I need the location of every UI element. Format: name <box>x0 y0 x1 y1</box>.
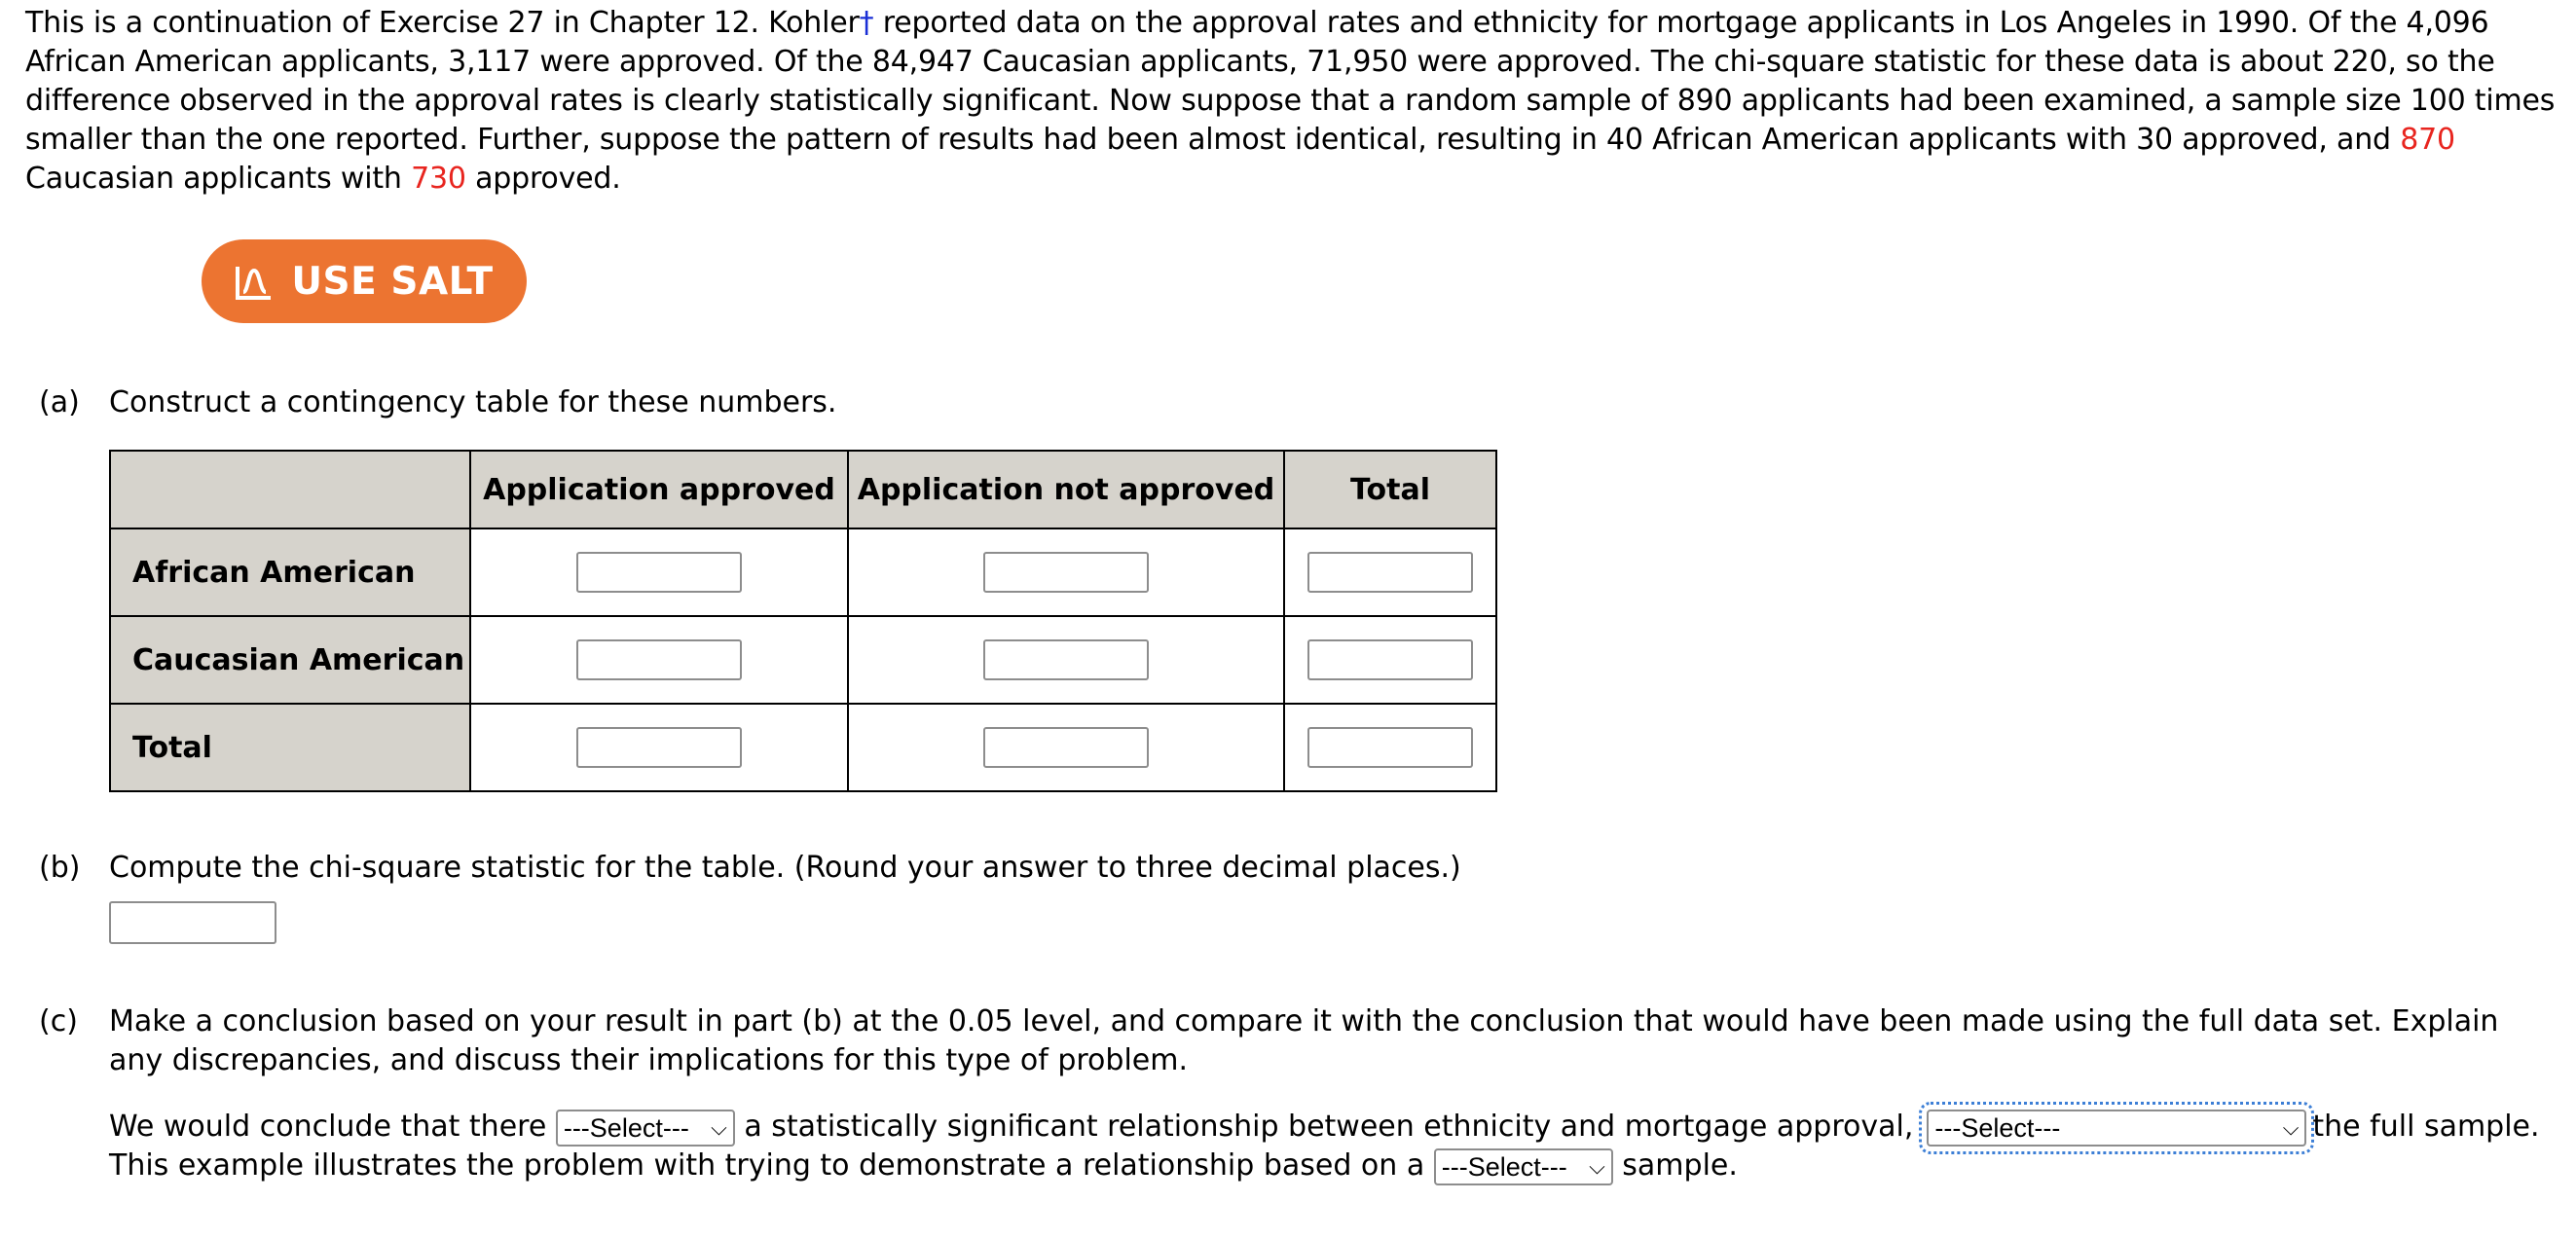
row-header-total: Total <box>110 704 470 791</box>
conclusion-text-4: sample. <box>1612 1148 1738 1183</box>
row-header-caucasian-american: Caucasian American <box>110 616 470 704</box>
part-b-label: (b) <box>39 851 81 885</box>
part-a-text: Construct a contingency table for these numbers. <box>109 385 837 419</box>
conclusion-sentence <box>109 1108 2562 1185</box>
chevron-down-icon: ⌵ <box>711 1114 727 1140</box>
intro-text-1: This is a continuation of Exercise 27 in Chapter 12. Kohler <box>25 6 860 40</box>
part-c-label: (c) <box>39 1004 78 1038</box>
part-a-label: (a) <box>39 385 80 419</box>
value-730: 730 <box>411 162 466 196</box>
chevron-down-icon: ⌵ <box>1589 1153 1605 1179</box>
part-c-text: Make a conclusion based on your result in part (b) at the 0.05 level, and compare it with the conclusion that would have been made using the full data set. Explain any discrepancies, and discuss their implications for this type of problem. <box>109 1004 2499 1077</box>
use-salt-button[interactable] <box>202 239 527 323</box>
intro-text-2: reported data on the approval rates and ethnicity for mortgage applicants in Los Angeles in 1990. Of the 4,096 African American applicants, 3,117 were approved. Of the 84,947 Caucasian applicants, 71,950 were approved. The chi-square statistic for these data is about 220, so the difference observed in the approval rates is clearly statistically significant. Now suppose that a random sample of 890 applicants had been examined, a sample size 100 times smaller than the one reported. Further, suppose the pattern of results had been almost identical, resulting in 40 African American applicants with 30 approved, and <box>25 6 2556 157</box>
select-3-value: ---Select--- <box>1441 1151 1567 1182</box>
header-total: Total <box>1284 451 1496 528</box>
part-b-text: Compute the chi-square statistic for the table. (Round your answer to three decimal places.) <box>109 851 1461 885</box>
conclusion-text-2: a statistically significant relationship between ethnicity and mortgage approval, <box>734 1110 1914 1144</box>
salt-chart-icon <box>235 262 274 301</box>
chi-square-input[interactable] <box>109 901 276 944</box>
select-1-value: ---Select--- <box>563 1112 689 1143</box>
select-sample-size[interactable] <box>1434 1148 1613 1185</box>
value-870: 870 <box>2400 123 2455 157</box>
ca-total-input[interactable] <box>1307 639 1473 680</box>
contingency-table <box>109 450 1497 792</box>
intro-text-3: Caucasian applicants with <box>25 162 412 196</box>
aa-total-input[interactable] <box>1307 552 1473 593</box>
total-approved-input[interactable] <box>576 727 742 768</box>
aa-not-approved-input[interactable] <box>983 552 1149 593</box>
grand-total-input[interactable] <box>1307 727 1473 768</box>
header-not-approved: Application not approved <box>848 451 1284 528</box>
use-salt-label: USE SALT <box>291 259 494 304</box>
table-row <box>110 704 1496 791</box>
total-not-approved-input[interactable] <box>983 727 1149 768</box>
select-comparison[interactable] <box>1927 1110 2306 1147</box>
intro-text-4: approved. <box>465 162 621 196</box>
table-row <box>110 528 1496 616</box>
header-empty <box>110 451 470 528</box>
header-approved: Application approved <box>470 451 848 528</box>
problem-statement <box>25 4 2566 199</box>
select-is-is-not[interactable] <box>556 1110 735 1147</box>
footnote-dagger-link[interactable]: † <box>859 6 874 40</box>
aa-approved-input[interactable] <box>576 552 742 593</box>
conclusion-text-3: the full sample. This example illustrates the problem with trying to demonstrate a relationship based on a <box>109 1110 2540 1183</box>
ca-not-approved-input[interactable] <box>983 639 1149 680</box>
chevron-down-icon: ⌵ <box>2282 1114 2300 1140</box>
table-row <box>110 616 1496 704</box>
select-2-value: ---Select--- <box>1934 1112 2061 1143</box>
conclusion-text-1: We would conclude that there <box>109 1110 556 1144</box>
ca-approved-input[interactable] <box>576 639 742 680</box>
row-header-african-american: African American <box>110 528 470 616</box>
